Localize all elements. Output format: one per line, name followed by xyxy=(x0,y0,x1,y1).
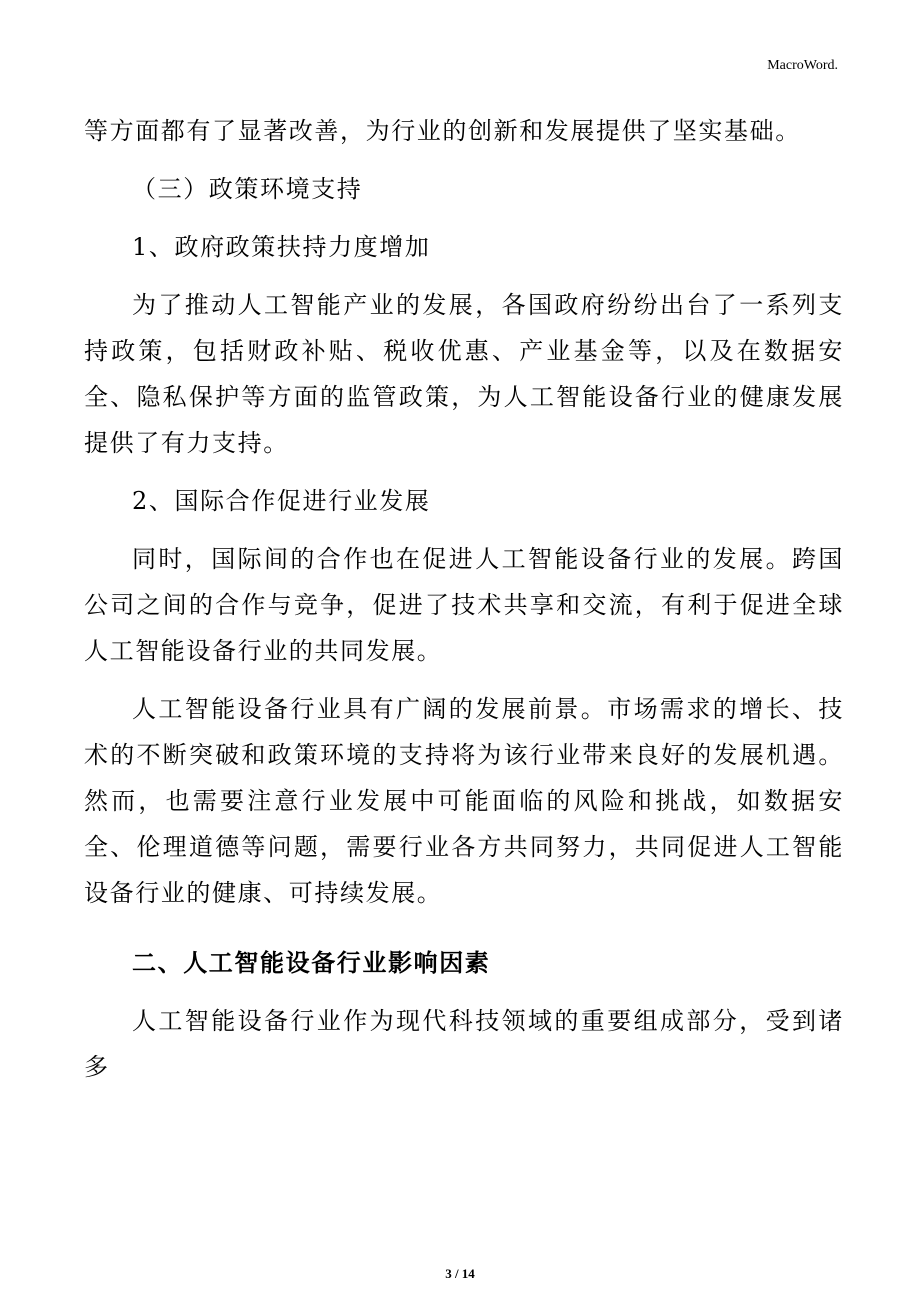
paragraph-government-policy: 为了推动人工智能产业的发展，各国政府纷纷出台了一系列支持政策，包括财政补贴、税收优惠、产业基金等，以及在数据安全、隐私保护等方面的监管政策，为人工智能设备行业的健康发展提供了有力支持。 xyxy=(84,291,844,457)
chapter-heading-influencing-factors: 二、人工智能设备行业影响因素 xyxy=(132,948,491,977)
paragraph-international-cooperation: 同时，国际间的合作也在促进人工智能设备行业的发展。跨国公司之间的合作与竞争，促进了技术共享和交流，有利于促进全球人工智能设备行业的共同发展。 xyxy=(84,545,844,665)
subheading-international-cooperation: 2、国际合作促进行业发展 xyxy=(132,487,431,515)
subheading-government-policy: 1、政府政策扶持力度增加 xyxy=(132,233,431,261)
paragraph-continuation: 等方面都有了显著改善，为行业的创新和发展提供了坚实基础。 xyxy=(84,117,801,145)
page-number: 3 / 14 xyxy=(445,1266,475,1281)
paragraph-summary: 人工智能设备行业具有广阔的发展前景。市场需求的增长、技术的不断突破和政策环境的支持将为该行业带来良好的发展机遇。然而，也需要注意行业发展中可能面临的风险和挑战，如数据安全、伦理道德等问题，需要行业各方共同努力，共同促进人工智能设备行业的健康、可持续发展。 xyxy=(84,695,844,907)
paragraph-influencing-factors: 人工智能设备行业作为现代科技领域的重要组成部分，受到诸多 xyxy=(84,1007,844,1081)
document-body xyxy=(84,108,844,1102)
header-brand: MacroWord. xyxy=(767,58,838,73)
section-heading-policy: （三）政策环境支持 xyxy=(132,175,363,203)
